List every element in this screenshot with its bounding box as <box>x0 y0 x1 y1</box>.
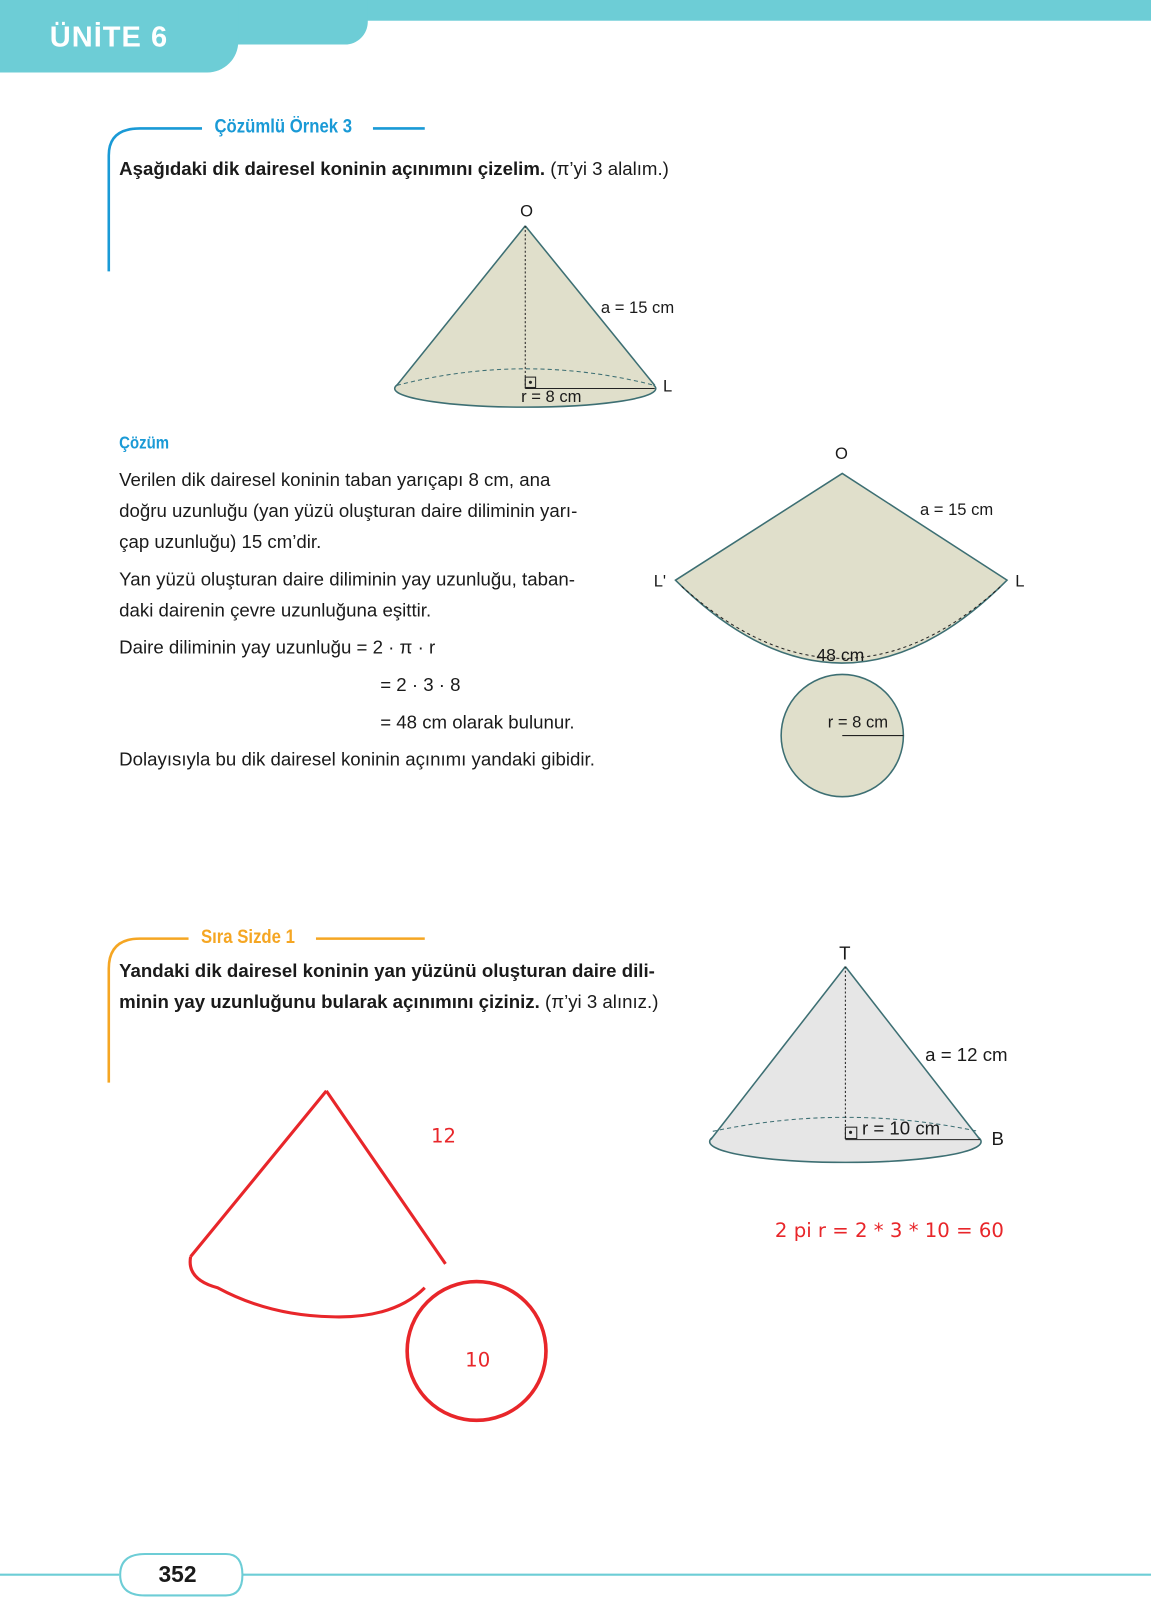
solution-line: Dolayısıyla bu dik dairesel koninin açınımı yandaki gibidir. <box>119 749 595 770</box>
slant-label: a = 15 cm <box>600 299 675 318</box>
solution-text <box>119 464 632 775</box>
net-left-label: L' <box>653 572 667 591</box>
exercise-note: (π’yi 3 alınız.) <box>545 991 659 1013</box>
page-number: 352 <box>158 1561 197 1588</box>
handwritten-net-drawing <box>176 1083 559 1430</box>
handwritten-slant: 12 <box>430 1125 457 1148</box>
solution-line: = 2 · 3 · 8 <box>380 674 461 696</box>
handwritten-formula: 2 pi r = 2 * 3 * 10 = 60 <box>774 1219 1004 1243</box>
solution-line: daki dairenin çevre uzunluğuna eşittir. <box>119 599 432 621</box>
net-radius-label: r = 8 cm <box>827 713 889 732</box>
exercise-point-label: B <box>991 1128 1004 1149</box>
exercise-radius-label: r = 10 cm <box>861 1117 941 1139</box>
radius-label: r = 8 cm <box>521 388 582 407</box>
prompt-bold: Aşağıdaki dik dairesel koninin açınımını çizelim. <box>119 158 546 180</box>
example-prompt <box>119 153 669 184</box>
unit-title: ÜNİTE 6 <box>49 20 169 53</box>
solution-line: Yan yüzü oluşturan daire diliminin yay uzunluğu, taban- <box>119 568 575 590</box>
point-label: L <box>663 378 673 396</box>
apex-label: O <box>520 203 533 221</box>
solution-title: Çözüm <box>119 433 170 453</box>
exercise-title: Sıra Sizde 1 <box>200 926 295 948</box>
handwritten-radius: 10 <box>465 1348 491 1372</box>
exercise-slant-label: a = 12 cm <box>925 1044 1008 1066</box>
solution-line: Daire diliminin yay uzunluğu = 2 · π · r <box>119 637 436 658</box>
example-title: Çözümlü Örnek 3 <box>214 116 353 138</box>
solution-line: doğru uzunluğu (yan yüzü oluşturan daire diliminin yarı- <box>119 500 578 522</box>
solution-line: = 48 cm olarak bulunur. <box>380 711 575 733</box>
prompt-note: (π’yi 3 alalım.) <box>550 158 669 180</box>
solution-line: Verilen dik dairesel koninin taban yarıçapı 8 cm, ana <box>119 469 551 491</box>
exercise-line: Yandaki dik dairesel koninin yan yüzünü oluşturan daire dili- <box>119 960 655 982</box>
net-apex-label: O <box>835 445 848 464</box>
net-slant-label: a = 15 cm <box>919 501 994 520</box>
solution-line: çap uzunluğu) 15 cm’dir. <box>119 531 322 553</box>
net-arc-label: 48 cm <box>816 645 865 666</box>
exercise-apex-label: T <box>839 942 851 964</box>
net-right-label: L <box>1015 572 1025 591</box>
exercise-prompt <box>119 955 658 1017</box>
exercise-line: minin yay uzunluğunu bularak açınımını çiziniz. <box>119 991 540 1013</box>
